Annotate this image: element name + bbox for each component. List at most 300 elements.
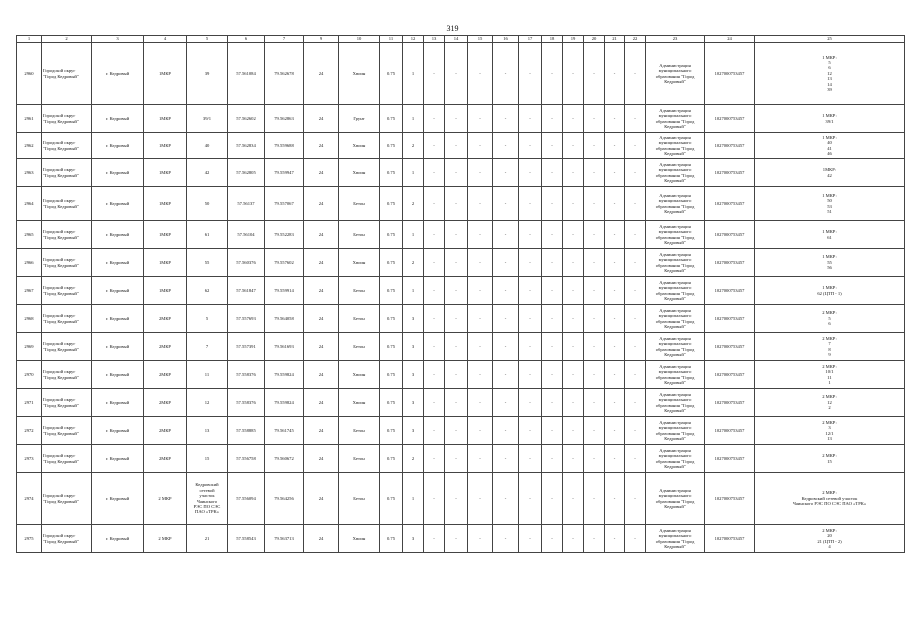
- cell-c15: -: [468, 389, 493, 417]
- cell-c11: 0.75: [380, 473, 403, 525]
- cell-c14: -: [445, 361, 468, 389]
- cell-c12: 3: [403, 417, 424, 445]
- cell-c14: -: [445, 221, 468, 249]
- cell-mkr: 1МКР: [144, 133, 187, 159]
- cell-ogrn: 1027000753457: [705, 133, 755, 159]
- cell-mkr: 2МКР: [144, 445, 187, 473]
- cell-ogrn: 1027000753457: [705, 417, 755, 445]
- cell-c19: -: [563, 417, 584, 445]
- cell-lon: 79.559688: [265, 133, 304, 159]
- cell-lat: 57.562834: [228, 133, 265, 159]
- cell-city: г. Кедровый: [92, 333, 144, 361]
- table-row: [17, 133, 905, 159]
- cell-mat: Бетон: [339, 221, 380, 249]
- cell-c12: 2: [403, 249, 424, 277]
- cell-c19: -: [563, 389, 584, 417]
- cell-c19: -: [563, 249, 584, 277]
- cell-c9: 24: [304, 221, 339, 249]
- cell-c12: 2: [403, 187, 424, 221]
- cell-c16: -: [493, 445, 519, 473]
- cell-addr: 1 МКР: 39/1: [755, 105, 905, 133]
- header-cell: 9: [304, 36, 339, 43]
- cell-c12: 1: [403, 277, 424, 305]
- cell-c13: -: [424, 221, 445, 249]
- cell-c21: -: [605, 159, 625, 187]
- cell-c22: -: [625, 417, 646, 445]
- cell-house: 61: [187, 221, 228, 249]
- cell-house: 7: [187, 333, 228, 361]
- cell-mat: Хвоин: [339, 249, 380, 277]
- cell-c17: -: [519, 43, 542, 105]
- cell-c19: -: [563, 105, 584, 133]
- cell-num: 2961: [17, 105, 42, 133]
- cell-c16: -: [493, 333, 519, 361]
- cell-c14: -: [445, 445, 468, 473]
- cell-mkr: 2МКР: [144, 389, 187, 417]
- cell-org: Администрация муниципального образования "Город Кедровый": [646, 389, 705, 417]
- cell-c21: -: [605, 389, 625, 417]
- cell-c15: -: [468, 221, 493, 249]
- cell-c16: -: [493, 277, 519, 305]
- cell-c9: 24: [304, 361, 339, 389]
- cell-mkr: 1МКР: [144, 221, 187, 249]
- cell-org: Администрация муниципального образования "Город Кедровый": [646, 221, 705, 249]
- header-cell: 11: [380, 36, 403, 43]
- cell-num: 2971: [17, 389, 42, 417]
- cell-lat: 57.558543: [228, 525, 265, 553]
- cell-c14: -: [445, 277, 468, 305]
- cell-addr: 2 МКР: 7 8 9: [755, 333, 905, 361]
- cell-num: 2973: [17, 445, 42, 473]
- cell-lon: 79.564058: [265, 305, 304, 333]
- header-cell: 2: [42, 36, 92, 43]
- cell-c22: -: [625, 361, 646, 389]
- table-row: [17, 43, 905, 105]
- cell-mat: Хвоин: [339, 361, 380, 389]
- cell-c16: -: [493, 361, 519, 389]
- header-cell: 3: [92, 36, 144, 43]
- cell-c19: -: [563, 361, 584, 389]
- cell-mkr: 2МКР: [144, 417, 187, 445]
- cell-addr: 1МКР: 42: [755, 159, 905, 187]
- cell-c20: -: [584, 417, 605, 445]
- cell-c15: -: [468, 133, 493, 159]
- cell-c11: 0.75: [380, 133, 403, 159]
- cell-city: г. Кедровый: [92, 305, 144, 333]
- cell-city: г. Кедровый: [92, 361, 144, 389]
- cell-lon: 79.562863: [265, 105, 304, 133]
- cell-c13: -: [424, 445, 445, 473]
- cell-lat: 57.562805: [228, 159, 265, 187]
- page-number: 319: [446, 24, 459, 33]
- table-row: [17, 417, 905, 445]
- cell-c12: 3: [403, 525, 424, 553]
- header-cell: 20: [584, 36, 605, 43]
- cell-addr: 2 МКР: 20 21 (ЦТП - 2) 4: [755, 525, 905, 553]
- cell-c11: 0.75: [380, 361, 403, 389]
- cell-lat: 57.561847: [228, 277, 265, 305]
- header-cell: 18: [542, 36, 563, 43]
- cell-addr: 2 МКР: 3 12/1 13: [755, 417, 905, 445]
- cell-c17: -: [519, 473, 542, 525]
- cell-c18: -: [542, 133, 563, 159]
- cell-c12: 1: [403, 159, 424, 187]
- cell-city: г. Кедровый: [92, 249, 144, 277]
- cell-c21: -: [605, 445, 625, 473]
- cell-city: г. Кедровый: [92, 187, 144, 221]
- cell-c15: -: [468, 417, 493, 445]
- cell-district: Городской округ "Город Кедровый": [42, 333, 92, 361]
- cell-org: Администрация муниципального образования "Город Кедровый": [646, 277, 705, 305]
- cell-city: г. Кедровый: [92, 525, 144, 553]
- cell-district: Городской округ "Город Кедровый": [42, 187, 92, 221]
- cell-org: Администрация муниципального образования "Город Кедровый": [646, 249, 705, 277]
- cell-house: 55: [187, 249, 228, 277]
- cell-c19: -: [563, 133, 584, 159]
- cell-house: 39: [187, 43, 228, 105]
- cell-lon: 79.562678: [265, 43, 304, 105]
- cell-c9: 24: [304, 105, 339, 133]
- cell-c11: 0.75: [380, 43, 403, 105]
- cell-c9: 24: [304, 43, 339, 105]
- cell-c9: 24: [304, 417, 339, 445]
- cell-c15: -: [468, 473, 493, 525]
- cell-c11: 0.75: [380, 525, 403, 553]
- cell-c15: -: [468, 361, 493, 389]
- cell-ogrn: 1027000753457: [705, 445, 755, 473]
- cell-mkr: 2МКР: [144, 305, 187, 333]
- cell-c13: -: [424, 473, 445, 525]
- cell-c16: -: [493, 525, 519, 553]
- cell-ogrn: 1027000753457: [705, 305, 755, 333]
- cell-num: 2962: [17, 133, 42, 159]
- cell-addr: 2 МКР: 15: [755, 445, 905, 473]
- cell-c18: -: [542, 333, 563, 361]
- cell-ogrn: 1027000753457: [705, 361, 755, 389]
- cell-c11: 0.75: [380, 445, 403, 473]
- cell-c21: -: [605, 133, 625, 159]
- cell-mkr: 1МКР: [144, 249, 187, 277]
- header-cell: 13: [424, 36, 445, 43]
- cell-lon: 79.559914: [265, 277, 304, 305]
- cell-lat: 57.558376: [228, 389, 265, 417]
- cell-ogrn: 1027000753457: [705, 277, 755, 305]
- cell-c20: -: [584, 187, 605, 221]
- cell-c19: -: [563, 305, 584, 333]
- cell-c17: -: [519, 105, 542, 133]
- cell-house: 21: [187, 525, 228, 553]
- cell-c22: -: [625, 445, 646, 473]
- cell-c17: -: [519, 361, 542, 389]
- cell-lat: 57.558376: [228, 361, 265, 389]
- cell-c9: 24: [304, 133, 339, 159]
- cell-c17: -: [519, 133, 542, 159]
- cell-c17: -: [519, 389, 542, 417]
- cell-c19: -: [563, 43, 584, 105]
- cell-ogrn: 1027000753457: [705, 249, 755, 277]
- cell-addr: 2 МКР: 10/1 11 1: [755, 361, 905, 389]
- cell-c9: 24: [304, 445, 339, 473]
- cell-num: 2975: [17, 525, 42, 553]
- cell-ogrn: 1027000753457: [705, 43, 755, 105]
- cell-lon: 79.559824: [265, 389, 304, 417]
- cell-c9: 24: [304, 305, 339, 333]
- cell-c16: -: [493, 159, 519, 187]
- cell-addr: 2 МКР: Кедровский сетевой участок Чаинского РЭС ПО СЭС ПАО «ТРК»: [755, 473, 905, 525]
- cell-c12: 3: [403, 305, 424, 333]
- cell-c21: -: [605, 333, 625, 361]
- table-row: [17, 221, 905, 249]
- cell-c17: -: [519, 333, 542, 361]
- cell-c22: -: [625, 133, 646, 159]
- cell-mkr: 2 МКР: [144, 525, 187, 553]
- table-row: [17, 159, 905, 187]
- cell-c18: -: [542, 525, 563, 553]
- cell-city: г. Кедровый: [92, 43, 144, 105]
- header-cell: 23: [646, 36, 705, 43]
- cell-mkr: 1МКР: [144, 187, 187, 221]
- cell-lat: 57.561084: [228, 43, 265, 105]
- cell-lon: 79.561693: [265, 333, 304, 361]
- header-cell: 10: [339, 36, 380, 43]
- cell-c13: -: [424, 361, 445, 389]
- cell-lat: 57.558885: [228, 417, 265, 445]
- header-row: [17, 36, 905, 43]
- cell-house: 15: [187, 445, 228, 473]
- cell-district: Городской округ "Город Кедровый": [42, 277, 92, 305]
- cell-c16: -: [493, 105, 519, 133]
- cell-ogrn: 1027000753457: [705, 473, 755, 525]
- cell-c9: 24: [304, 473, 339, 525]
- cell-city: г. Кедровый: [92, 221, 144, 249]
- cell-c21: -: [605, 277, 625, 305]
- cell-lat: 57.562602: [228, 105, 265, 133]
- cell-org: Администрация муниципального образования "Город Кедровый": [646, 417, 705, 445]
- cell-c15: -: [468, 159, 493, 187]
- cell-c18: -: [542, 249, 563, 277]
- cell-c13: -: [424, 277, 445, 305]
- table-row: [17, 187, 905, 221]
- cell-c9: 24: [304, 389, 339, 417]
- cell-district: Городской округ "Город Кедровый": [42, 249, 92, 277]
- cell-mat: Хвоин: [339, 133, 380, 159]
- cell-c13: -: [424, 249, 445, 277]
- cell-c22: -: [625, 277, 646, 305]
- cell-house: 12: [187, 389, 228, 417]
- cell-c13: -: [424, 305, 445, 333]
- cell-c18: -: [542, 187, 563, 221]
- table-row: [17, 525, 905, 553]
- cell-c16: -: [493, 43, 519, 105]
- cell-c21: -: [605, 105, 625, 133]
- cell-ogrn: 1027000753457: [705, 187, 755, 221]
- cell-org: Администрация муниципального образования "Город Кедровый": [646, 305, 705, 333]
- table-row: [17, 361, 905, 389]
- cell-mat: Бетон: [339, 445, 380, 473]
- cell-mat: Бетон: [339, 417, 380, 445]
- cell-c20: -: [584, 333, 605, 361]
- cell-c19: -: [563, 473, 584, 525]
- cell-num: 2965: [17, 221, 42, 249]
- cell-house: 11: [187, 361, 228, 389]
- cell-mkr: 1МКР: [144, 159, 187, 187]
- cell-c21: -: [605, 221, 625, 249]
- cell-c22: -: [625, 43, 646, 105]
- cell-c15: -: [468, 305, 493, 333]
- cell-c20: -: [584, 159, 605, 187]
- cell-c20: -: [584, 43, 605, 105]
- cell-lon: 79.559947: [265, 159, 304, 187]
- cell-lon: 79.557067: [265, 187, 304, 221]
- cell-num: 2964: [17, 187, 42, 221]
- cell-c15: -: [468, 277, 493, 305]
- cell-c15: -: [468, 445, 493, 473]
- header-cell: 6: [228, 36, 265, 43]
- cell-lat: 57.56137: [228, 187, 265, 221]
- cell-c12: 3: [403, 333, 424, 361]
- cell-c16: -: [493, 417, 519, 445]
- cell-ogrn: 1027000753457: [705, 525, 755, 553]
- cell-c11: 0.75: [380, 333, 403, 361]
- cell-ogrn: 1027000753457: [705, 159, 755, 187]
- cell-c17: -: [519, 277, 542, 305]
- cell-c20: -: [584, 105, 605, 133]
- cell-house: 50: [187, 187, 228, 221]
- cell-c11: 0.75: [380, 249, 403, 277]
- cell-c12: 3: [403, 389, 424, 417]
- cell-c13: -: [424, 333, 445, 361]
- cell-c18: -: [542, 445, 563, 473]
- cell-c13: -: [424, 159, 445, 187]
- cell-c16: -: [493, 249, 519, 277]
- cell-city: г. Кедровый: [92, 133, 144, 159]
- cell-c9: 24: [304, 333, 339, 361]
- cell-district: Городской округ "Город Кедровый": [42, 43, 92, 105]
- cell-district: Городской округ "Город Кедровый": [42, 159, 92, 187]
- cell-c22: -: [625, 105, 646, 133]
- cell-addr: 1 МКР: 50 53 51: [755, 187, 905, 221]
- cell-c21: -: [605, 187, 625, 221]
- cell-mat: Хвоин: [339, 389, 380, 417]
- cell-c14: -: [445, 133, 468, 159]
- cell-c17: -: [519, 417, 542, 445]
- cell-mkr: 2МКР: [144, 361, 187, 389]
- cell-lat: 57.556758: [228, 445, 265, 473]
- cell-addr: 1 МКР: 5 6 12 13 14 39: [755, 43, 905, 105]
- cell-c19: -: [563, 333, 584, 361]
- cell-c13: -: [424, 525, 445, 553]
- cell-c19: -: [563, 277, 584, 305]
- cell-c22: -: [625, 333, 646, 361]
- cell-c11: 0.75: [380, 417, 403, 445]
- cell-house: 40: [187, 133, 228, 159]
- cell-c21: -: [605, 417, 625, 445]
- cell-c20: -: [584, 277, 605, 305]
- cell-c22: -: [625, 249, 646, 277]
- cell-c22: -: [625, 305, 646, 333]
- cell-c14: -: [445, 159, 468, 187]
- cell-city: г. Кедровый: [92, 105, 144, 133]
- cell-c15: -: [468, 105, 493, 133]
- cell-c18: -: [542, 361, 563, 389]
- header-cell: 24: [705, 36, 755, 43]
- cell-org: Администрация муниципального образования "Город Кедровый": [646, 105, 705, 133]
- header-cell: 16: [493, 36, 519, 43]
- cell-c12: 1: [403, 43, 424, 105]
- cell-city: г. Кедровый: [92, 389, 144, 417]
- cell-addr: 2 МКР: 5 6: [755, 305, 905, 333]
- cell-c22: -: [625, 389, 646, 417]
- cell-addr: 1 МКР: 61: [755, 221, 905, 249]
- header-cell: 15: [468, 36, 493, 43]
- registry-table: [16, 35, 905, 553]
- cell-district: Городской округ "Город Кедровый": [42, 473, 92, 525]
- header-cell: 7: [265, 36, 304, 43]
- header-cell: 14: [445, 36, 468, 43]
- cell-num: 2966: [17, 249, 42, 277]
- cell-lon: 79.563713: [265, 525, 304, 553]
- cell-c20: -: [584, 221, 605, 249]
- cell-c9: 24: [304, 187, 339, 221]
- cell-c12: 1: [403, 221, 424, 249]
- table-row: [17, 389, 905, 417]
- cell-c14: -: [445, 105, 468, 133]
- cell-ogrn: 1027000753457: [705, 389, 755, 417]
- cell-c9: 24: [304, 525, 339, 553]
- cell-house: 42: [187, 159, 228, 187]
- cell-district: Городской округ "Город Кедровый": [42, 361, 92, 389]
- cell-mkr: 1МКР: [144, 277, 187, 305]
- cell-lat: 57.556094: [228, 473, 265, 525]
- cell-c15: -: [468, 249, 493, 277]
- cell-mat: Грунт: [339, 105, 380, 133]
- cell-num: 2960: [17, 43, 42, 105]
- cell-c19: -: [563, 159, 584, 187]
- cell-c9: 24: [304, 277, 339, 305]
- cell-house: 39/1: [187, 105, 228, 133]
- cell-org: Администрация муниципального образования "Город Кедровый": [646, 187, 705, 221]
- cell-c17: -: [519, 221, 542, 249]
- cell-c19: -: [563, 187, 584, 221]
- cell-org: Администрация муниципального образования "Город Кедровый": [646, 473, 705, 525]
- cell-c20: -: [584, 361, 605, 389]
- cell-c15: -: [468, 333, 493, 361]
- cell-c14: -: [445, 417, 468, 445]
- cell-lon: 79.560672: [265, 445, 304, 473]
- cell-c12: 2: [403, 133, 424, 159]
- cell-org: Администрация муниципального образования "Город Кедровый": [646, 333, 705, 361]
- cell-c18: -: [542, 43, 563, 105]
- header-cell: 12: [403, 36, 424, 43]
- cell-c13: -: [424, 105, 445, 133]
- cell-mkr: 1МКР: [144, 105, 187, 133]
- table-row: [17, 445, 905, 473]
- cell-district: Городской округ "Город Кедровый": [42, 133, 92, 159]
- cell-num: 2963: [17, 159, 42, 187]
- cell-c13: -: [424, 389, 445, 417]
- cell-c9: 24: [304, 249, 339, 277]
- cell-c19: -: [563, 221, 584, 249]
- cell-c22: -: [625, 187, 646, 221]
- cell-house: Кедровский сетевой участок Чаинского РЭС ПО СЭС ПАО «ТРК»: [187, 473, 228, 525]
- cell-org: Администрация муниципального образования "Город Кедровый": [646, 43, 705, 105]
- cell-c15: -: [468, 525, 493, 553]
- cell-c17: -: [519, 525, 542, 553]
- cell-c12: 1: [403, 105, 424, 133]
- cell-num: 2972: [17, 417, 42, 445]
- cell-c14: -: [445, 473, 468, 525]
- cell-c21: -: [605, 43, 625, 105]
